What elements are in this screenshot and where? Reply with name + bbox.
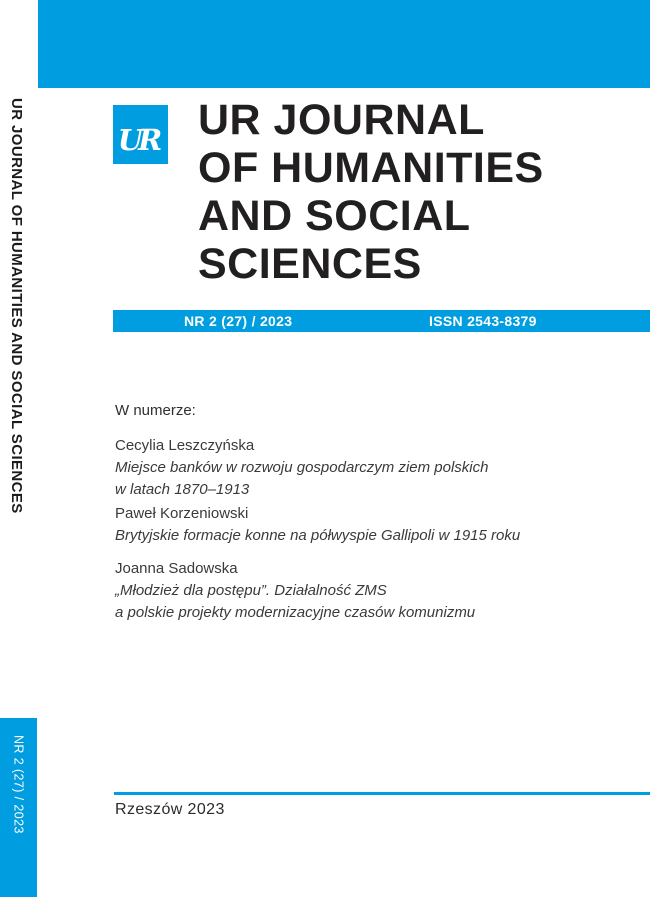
author-name: Paweł Korzeniowski xyxy=(115,505,249,522)
article-title-line: a polskie projekty modernizacyjne czasów komunizmu xyxy=(115,604,476,621)
issue-bar xyxy=(113,310,650,332)
imprint-city-year: Rzeszów 2023 xyxy=(115,801,225,818)
journal-title-line: UR JOURNAL xyxy=(198,96,485,144)
author-name: Cecylia Leszczyńska xyxy=(115,437,255,454)
article-title-line: Brytyjskie formacje konne na półwyspie Gallipoli w 1915 roku xyxy=(115,527,521,544)
spine-issue-box xyxy=(0,718,37,897)
journal-title-line: SCIENCES xyxy=(198,240,422,288)
journal-title-line: AND SOCIAL xyxy=(198,192,471,240)
toc-item xyxy=(115,435,488,501)
university-logo xyxy=(113,105,168,164)
issn-number: ISSN 2543-8379 xyxy=(429,313,537,329)
contents-heading: W numerze: xyxy=(115,402,196,419)
journal-title xyxy=(198,96,544,288)
article-title-line: w latach 1870–1913 xyxy=(115,481,250,498)
footer-rule xyxy=(114,792,650,795)
ur-monogram-icon: UR xyxy=(117,123,158,157)
toc-item xyxy=(115,558,475,624)
top-color-band xyxy=(38,0,650,88)
issue-number: NR 2 (27) / 2023 xyxy=(184,313,293,329)
journal-title-line: OF HUMANITIES xyxy=(198,144,544,192)
article-title-line: Miejsce banków w rozwoju gospodarczym ziem polskich xyxy=(115,459,489,476)
author-name: Joanna Sadowska xyxy=(115,560,238,577)
spine-issue-number: NR 2 (27) / 2023 xyxy=(11,735,26,834)
article-title-line: „Młodzież dla postępu”. Działalność ZMS xyxy=(115,582,387,599)
toc-item xyxy=(115,503,520,547)
spine-journal-title: UR JOURNAL OF HUMANITIES AND SOCIAL SCIENCES xyxy=(8,98,25,514)
